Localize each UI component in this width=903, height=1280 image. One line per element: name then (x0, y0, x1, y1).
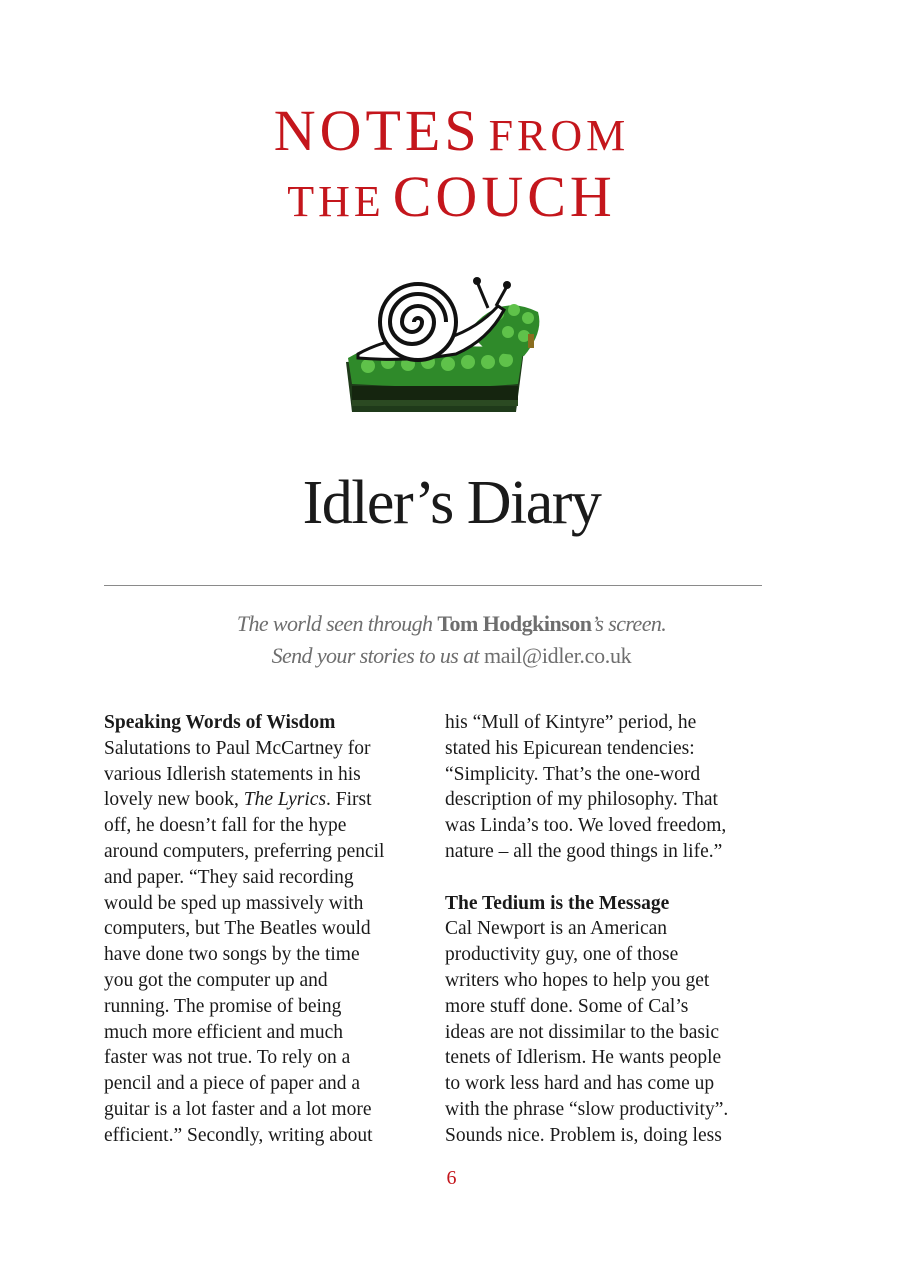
tagline-line-2 (0, 640, 903, 672)
article-line: Cal Newport is an American (445, 918, 668, 940)
article-line: writers who hopes to help you get (445, 969, 710, 991)
article-line: off, he doesn’t fall for the hype (104, 815, 347, 837)
page-title: Idler’s Diary (302, 469, 601, 537)
tagline-suffix: ’s screen. (591, 611, 667, 636)
article-line: efficient.” Secondly, writing about (104, 1124, 373, 1146)
article-line: more stuff done. Some of Cal’s (445, 995, 689, 1017)
article-line: tenets of Idlerism. He wants people (445, 1047, 722, 1069)
article-line: you got the computer up and (104, 969, 328, 991)
article-line: description of my philosophy. That (445, 789, 718, 811)
masthead-couch: COUCH (392, 164, 616, 229)
article-heading: Speaking Words of Wisdom (104, 712, 336, 733)
article-line: around computers, preferring pencil (104, 840, 385, 862)
masthead-line-2 (0, 164, 903, 229)
article-line: various Idlerish statements in his (104, 763, 361, 785)
article-line: running. The promise of being (104, 995, 342, 1017)
tagline-intro: The world seen through (236, 611, 438, 636)
article-line: much more efficient and much (104, 1021, 343, 1043)
article-line: was Linda’s too. We loved freedom, (445, 815, 727, 837)
masthead-from: FROM (488, 111, 630, 160)
article-line: faster was not true. To rely on a (104, 1047, 351, 1069)
article-line: pencil and a piece of paper and a (104, 1073, 361, 1095)
masthead-the: THE (287, 177, 385, 226)
article-line: productivity guy, one of those (445, 944, 679, 966)
article-line: his “Mull of Kintyre” period, he (445, 712, 697, 733)
article-line: ideas are not dissimilar to the basic (445, 1021, 720, 1043)
article-line: with the phrase “slow productivity”. (445, 1098, 729, 1120)
article-line: stated his Epicurean tendencies: (445, 737, 695, 759)
tagline-author: Tom Hodgkinson (437, 611, 592, 636)
page-number: 6 (446, 1167, 457, 1189)
article-line: computers, but The Beatles would (104, 918, 371, 940)
column-left (104, 710, 426, 1149)
tagline-send: Send your stories to us at (271, 643, 484, 668)
column-right (445, 710, 763, 1149)
article-line: lovely new book, The Lyrics. First (104, 789, 372, 811)
article-line: Sounds nice. Problem is, doing less (445, 1124, 722, 1146)
email-link[interactable]: mail@idler.co.uk (483, 643, 632, 668)
masthead-line-1 (0, 98, 903, 168)
divider (104, 585, 762, 586)
tagline-line-1 (0, 608, 903, 640)
snail-on-sofa-illustration (338, 262, 548, 424)
article-line: and paper. “They said recording (104, 866, 354, 888)
article-heading: The Tedium is the Message (445, 892, 670, 914)
article-line: have done two songs by the time (104, 944, 360, 966)
masthead (0, 98, 903, 229)
article-line: guitar is a lot faster and a lot more (104, 1098, 372, 1120)
article-line: to work less hard and has come up (445, 1073, 715, 1095)
article-line: nature – all the good things in life.” (445, 840, 723, 862)
book-title: The Lyrics (243, 789, 327, 811)
masthead-notes: NOTES (273, 98, 481, 163)
article-line: would be sped up massively with (104, 892, 364, 914)
paragraph-gap (445, 865, 763, 891)
article-line: Salutations to Paul McCartney for (104, 737, 371, 759)
tagline (0, 608, 903, 672)
article-line: “Simplicity. That’s the one-word (445, 763, 701, 785)
